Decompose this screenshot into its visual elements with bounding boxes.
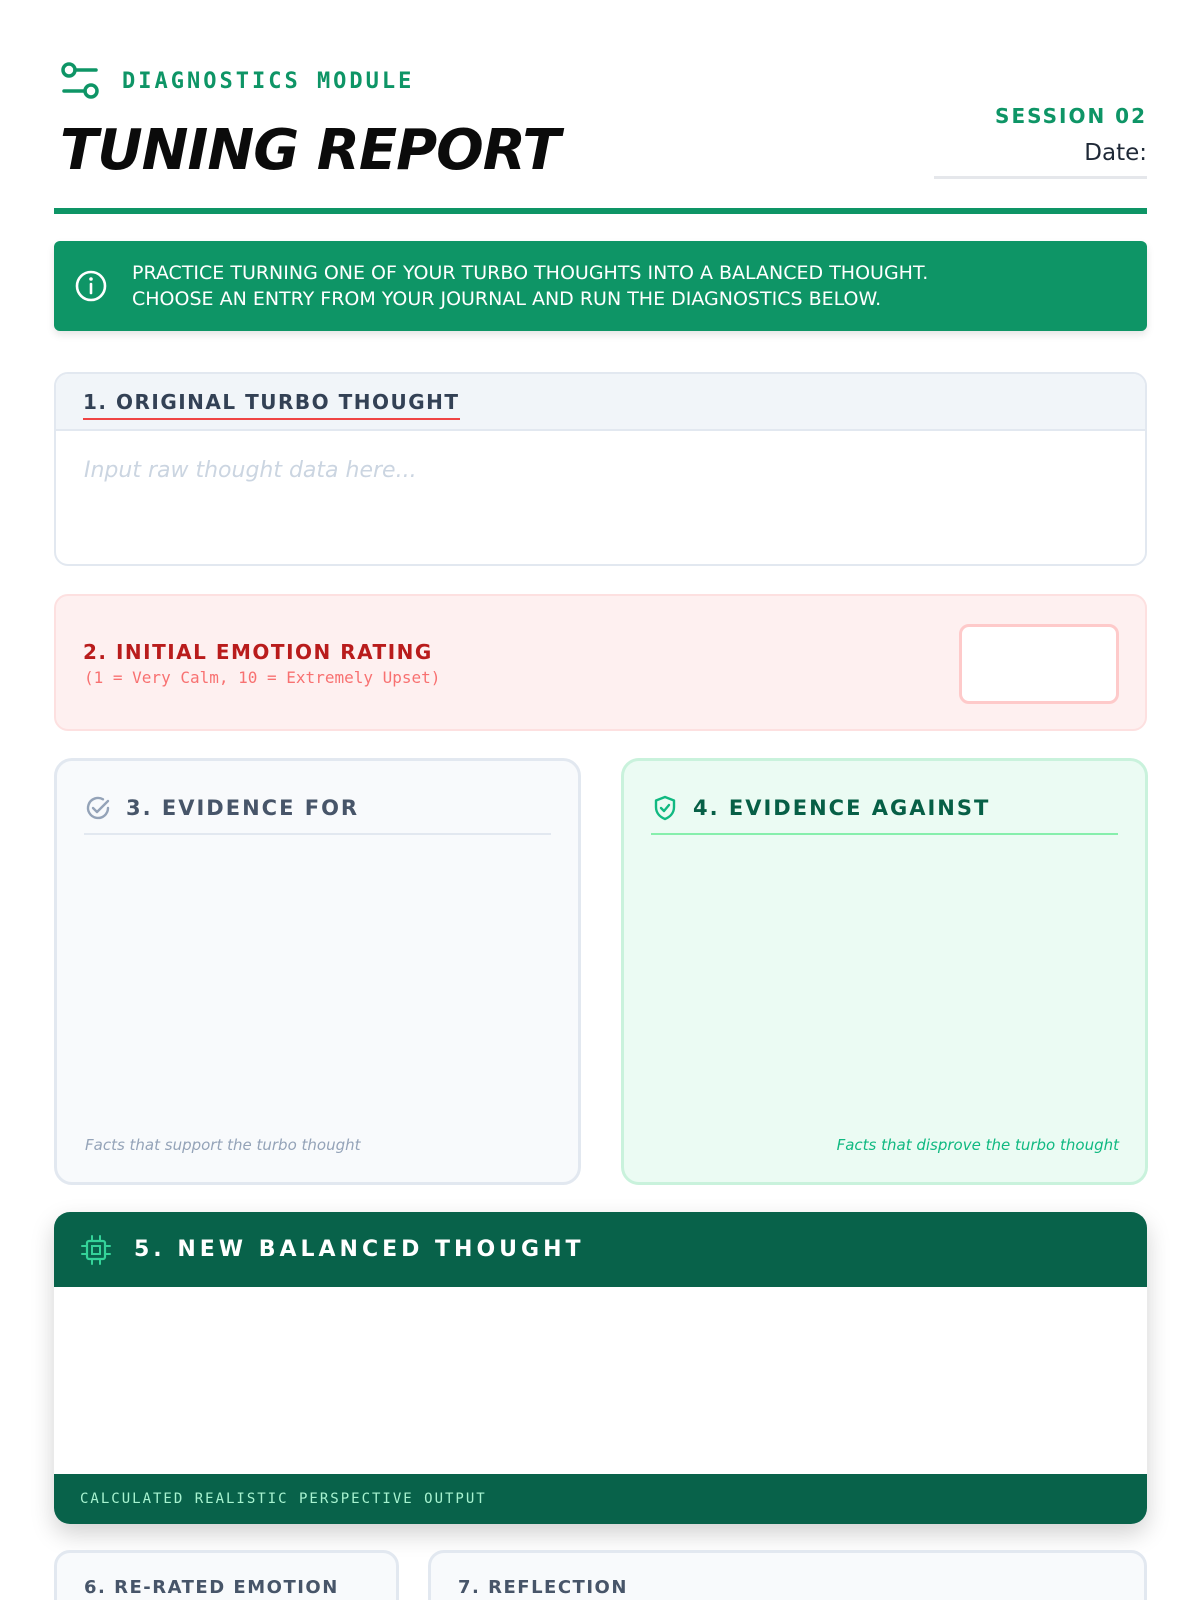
initial-rating-card [54, 594, 1147, 731]
original-thought-title: 1. ORIGINAL TURBO THOUGHT [83, 390, 460, 420]
original-thought-input[interactable] [84, 458, 1104, 483]
balanced-thought-card [54, 1212, 1147, 1524]
cpu-chip-icon [80, 1234, 112, 1266]
initial-rating-input[interactable] [959, 624, 1119, 704]
initial-rating-title: 2. INITIAL EMOTION RATING [83, 640, 433, 664]
original-thought-header [56, 374, 1145, 431]
evidence-against-card[interactable] [621, 758, 1148, 1185]
reflection-card[interactable] [428, 1550, 1147, 1600]
session-label: SESSION 02 [995, 104, 1147, 128]
banner-line-2: CHOOSE AN ENTRY FROM YOUR JOURNAL AND RUN THE DIAGNOSTICS BELOW. [132, 288, 882, 310]
evidence-for-card[interactable] [54, 758, 581, 1185]
module-label: DIAGNOSTICS MODULE [122, 68, 415, 94]
balanced-thought-title: 5. NEW BALANCED THOUGHT [134, 1237, 585, 1262]
header-divider [54, 208, 1147, 214]
sliders-icon [60, 60, 102, 102]
banner-text [132, 260, 928, 312]
instruction-banner [54, 241, 1147, 331]
evidence-against-header [651, 789, 1118, 835]
initial-rating-scale: (1 = Very Calm, 10 = Extremely Upset) [84, 668, 441, 687]
evidence-against-hint: Facts that disprove the turbo thought [836, 1136, 1119, 1154]
balanced-thought-footer [54, 1474, 1147, 1524]
balanced-thought-input[interactable] [54, 1287, 1147, 1474]
balanced-thought-footer-label: CALCULATED REALISTIC PERSPECTIVE OUTPUT [80, 1491, 487, 1507]
info-icon [74, 269, 108, 303]
rerated-emotion-title: 6. RE-RATED EMOTION [84, 1577, 339, 1598]
evidence-against-title: 4. EVIDENCE AGAINST [693, 796, 991, 820]
module-header [60, 60, 414, 102]
evidence-for-hint: Facts that support the turbo thought [85, 1136, 361, 1154]
evidence-for-title: 3. EVIDENCE FOR [126, 796, 360, 820]
page-title: TUNING REPORT [60, 118, 560, 183]
check-circle-icon [84, 794, 112, 822]
rerated-emotion-card[interactable] [54, 1550, 399, 1600]
reflection-title: 7. REFLECTION [458, 1577, 628, 1598]
date-field[interactable] [934, 176, 1147, 179]
date-label: Date: [1084, 140, 1147, 166]
banner-line-1: PRACTICE TURNING ONE OF YOUR TURBO THOUGHTS INTO A BALANCED THOUGHT. [132, 262, 929, 284]
evidence-for-header [84, 789, 551, 835]
balanced-thought-header [54, 1212, 1147, 1287]
original-thought-card [54, 372, 1147, 566]
shield-check-icon [651, 794, 679, 822]
